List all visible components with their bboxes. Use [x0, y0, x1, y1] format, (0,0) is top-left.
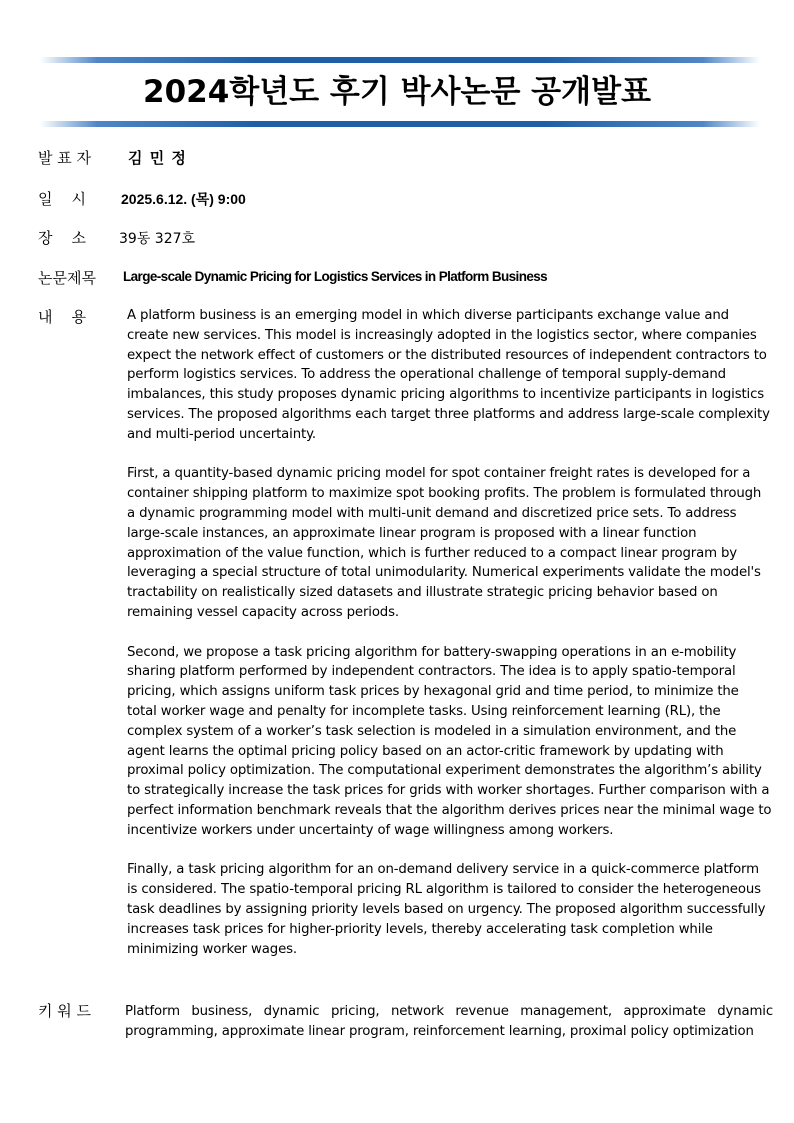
- header-bottom-rule: [40, 121, 760, 127]
- abstract-paragraph-1: A platform business is an emerging model in which diverse participants exchange value and create new services. This model is increasingly adopted in the logistics sector, where companies expect the network effect of customers or the distributed resources of independent contractors to perform logistics services. To address the operational challenge of temporal supply-demand imbalances, this study proposes dynamic pricing algorithms to incentivize participants in logistics services. The proposed algorithms each target three platforms and address large-scale complexity and multi-period uncertainty.: [127, 308, 770, 442]
- keywords-value: Platform business, dynamic pricing, network revenue management, approximate dynamic programming, approximate linear program, reinforcement learning, proximal policy optimization: [125, 1004, 773, 1039]
- thesis-title: Large-scale Dynamic Pricing for Logistics Services in Platform Business: [123, 269, 548, 284]
- content-label: 내 용: [38, 308, 87, 326]
- abstract-paragraph-4: Finally, a task pricing algorithm for an on-demand delivery service in a quick-commerce platform is considered. The spatio-temporal pricing RL algorithm is tailored to consider the heterogeneous task deadlines by assigning priority levels based on urgency. The proposed algorithm successfully increases task prices for higher-priority levels, thereby accelerating task completion while minimizing worker wages.: [127, 862, 766, 957]
- place-label: 장 소: [38, 229, 87, 247]
- abstract-content: [127, 306, 772, 959]
- date-value: 2025.6.12. (목) 9:00: [121, 191, 246, 207]
- abstract-paragraph-2: First, a quantity-based dynamic pricing model for spot container freight rates is developed for a container shipping platform to maximize spot booking profits. The problem is formulated through a dynamic programming model with multi-unit demand and discretized price sets. To address large-scale instances, an approximate linear program is proposed with a linear function approximation of the value function, which is further reduced to a compact linear program by leveraging a special structure of total unimodularity. Numerical experiments validate the model's tractability on realistically sized datasets and illustrate strategic pricing behavior based on remaining vessel capacity across periods.: [127, 466, 762, 620]
- presenter-label: 발 표 자: [38, 149, 92, 167]
- presenter-name: 김 민 정: [128, 149, 187, 167]
- header-top-rule: [40, 57, 760, 63]
- place-value: 39동 327호: [119, 231, 196, 247]
- date-label: 일 시: [38, 190, 87, 208]
- keywords-label: 키 워 드: [38, 1002, 92, 1020]
- page-title: 2024학년도 후기 박사논문 공개발표: [143, 74, 651, 110]
- abstract-paragraph-3: Second, we propose a task pricing algorithm for battery-swapping operations in an e-mobility sharing platform performed by independent contractors. The idea is to apply spatio-temporal pricing, which assigns uniform task prices by hexagonal grid and time period, to minimize the total worker wage and penalty for incomplete tasks. Using reinforcement learning (RL), the complex system of a worker’s task selection is modeled in a simulation environment, and the agent learns the optimal pricing policy based on an actor-critic framework by updating with proximal policy optimization. The computational experiment demonstrates the algorithm’s ability to strategically increase the task prices for grids with worker shortages. Further comparison with a perfect information benchmark reveals that the algorithm derives prices near the minimal wage to incentivize workers under uncertainty of wage willingness among workers.: [127, 644, 772, 838]
- thesis-label: 논문제목: [38, 269, 96, 287]
